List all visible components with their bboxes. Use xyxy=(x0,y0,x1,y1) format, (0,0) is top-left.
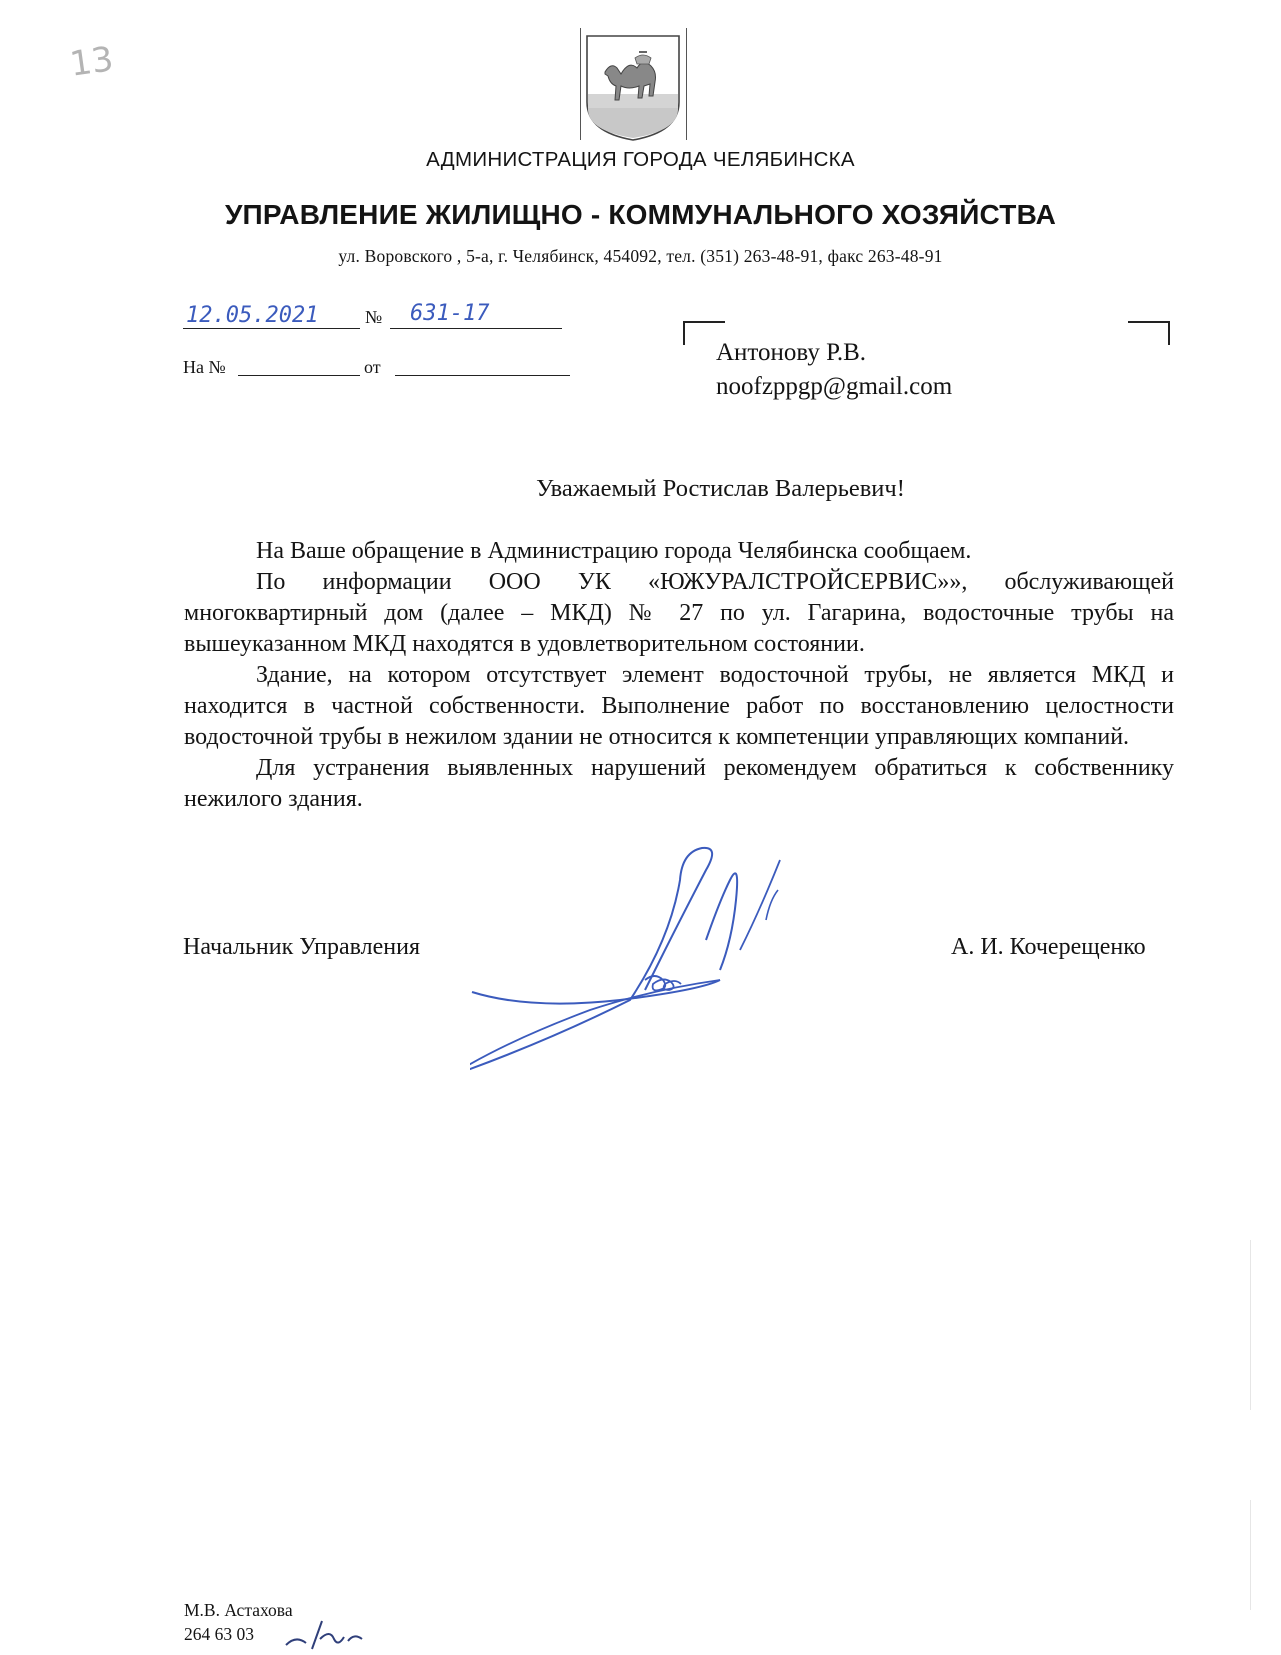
number-underline xyxy=(390,328,562,329)
body-paragraph: По информации ООО УК «ЮЖУРАЛСТРОЙСЕРВИС»», обслуживающей многоквартирный дом (далее – МКД) № 27 по ул. Гагарина, водосточные трубы на вышеуказанном МКД находятся в удовлетворительном состоянии. xyxy=(184,569,1174,657)
chelyabinsk-coat-of-arms-icon xyxy=(583,32,683,142)
handwritten-signature xyxy=(470,840,850,1080)
recipient-block xyxy=(716,336,952,404)
administration-name: АДМИНИСТРАЦИЯ ГОРОДА ЧЕЛЯБИНСКА xyxy=(426,148,855,171)
executor-block xyxy=(184,1598,293,1646)
recipient-name: Антонову Р.В. xyxy=(716,339,867,366)
outgoing-number: 631-17 xyxy=(410,301,490,326)
page-number-handwritten: 13 xyxy=(67,39,116,85)
date-underline xyxy=(183,328,360,329)
scan-edge-mark xyxy=(1250,1240,1251,1410)
scan-edge-mark xyxy=(1250,1500,1251,1610)
recipient-email: noofzppgp@gmail.com xyxy=(716,373,953,400)
recipient-bracket-right xyxy=(1128,321,1170,345)
outgoing-date: 12.05.2021 xyxy=(186,303,319,328)
executor-name: М.В. Астахова xyxy=(184,1600,293,1620)
signatory-position: Начальник Управления xyxy=(183,934,420,960)
body-paragraph: Для устранения выявленных нарушений рекомендуем обратиться к собственнику нежилого здания. xyxy=(184,755,1174,812)
reply-to-label: На № xyxy=(183,357,226,377)
executor-phone: 264 63 03 xyxy=(184,1624,254,1644)
executor-initials-signature xyxy=(282,1615,372,1655)
salutation: Уважаемый Ростислав Валерьевич! xyxy=(536,475,905,502)
body-paragraph: Здание, на котором отсутствует элемент водосточной трубы, не является МКД и находится в частной собственности. Выполнение работ по восстановлению целостности водосточной трубы в нежилом здании не относится к компетенции управляющих компаний. xyxy=(184,662,1174,750)
emblem-divider-right xyxy=(686,28,687,140)
signatory-name: А. И. Кочерещенко xyxy=(951,934,1146,960)
emblem-divider-left xyxy=(580,28,581,140)
department-name: УПРАВЛЕНИЕ ЖИЛИЩНО - КОММУНАЛЬНОГО ХОЗЯЙСТВА xyxy=(224,199,1057,230)
letter-body xyxy=(184,536,1174,815)
department-address: ул. Воровского , 5-а, г. Челябинск, 454092, тел. (351) 263-48-91, факс 263-48-91 xyxy=(338,246,943,266)
body-paragraph: На Ваше обращение в Администрацию города Челябинска сообщаем. xyxy=(256,538,972,564)
reply-from-underline xyxy=(395,375,570,376)
number-sign: № xyxy=(365,307,383,327)
reply-from-label: от xyxy=(364,357,381,377)
reply-to-underline xyxy=(238,375,360,376)
